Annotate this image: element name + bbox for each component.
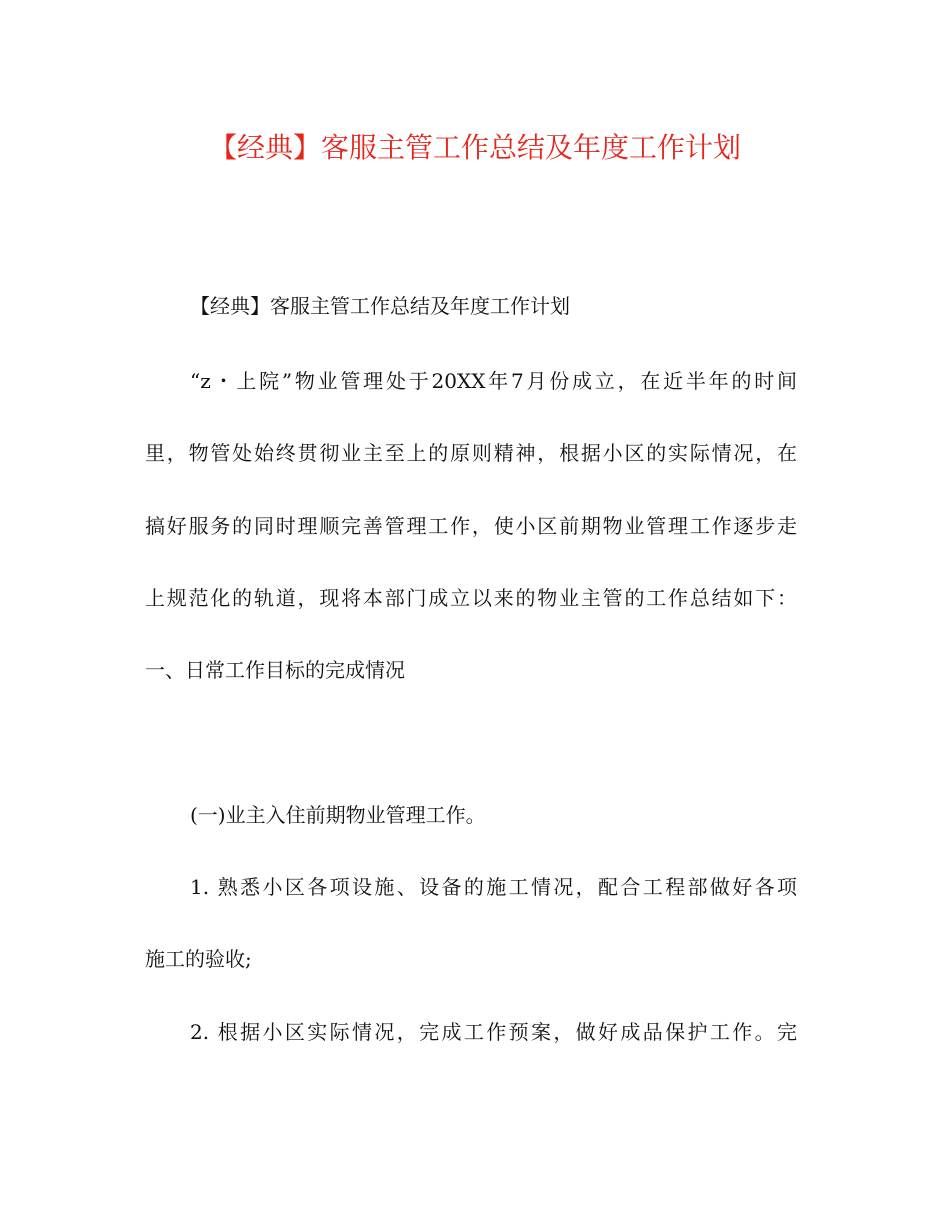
list-item-line: 施工的验收; <box>145 947 252 971</box>
document-title: 【经典】客服主管工作总结及年度工作计划 <box>208 131 741 164</box>
section-heading: 一、日常工作目标的完成情况 <box>145 658 405 682</box>
paragraph-line: 里，物管处始终贯彻业主至上的原则精神，根据小区的实际情况，在 <box>145 441 797 465</box>
subsection-heading: (一)业主入住前期物业管理工作。 <box>190 803 486 827</box>
paragraph-line: “z・上院”物业管理处于20XX年7月份成立，在近半年的时间 <box>190 369 797 393</box>
paragraph-heading: 【经典】客服主管工作总结及年度工作计划 <box>190 294 570 318</box>
paragraph-line: 上规范化的轨道，现将本部门成立以来的物业主管的工作总结如下： <box>145 586 797 610</box>
paragraph-line: 搞好服务的同时理顺完善管理工作，使小区前期物业管理工作逐步走 <box>145 514 797 538</box>
list-item-line: 1. 熟悉小区各项设施、设备的施工情况，配合工程部做好各项 <box>190 875 797 899</box>
list-item-line: 2. 根据小区实际情况，完成工作预案，做好成品保护工作。完 <box>190 1020 797 1044</box>
